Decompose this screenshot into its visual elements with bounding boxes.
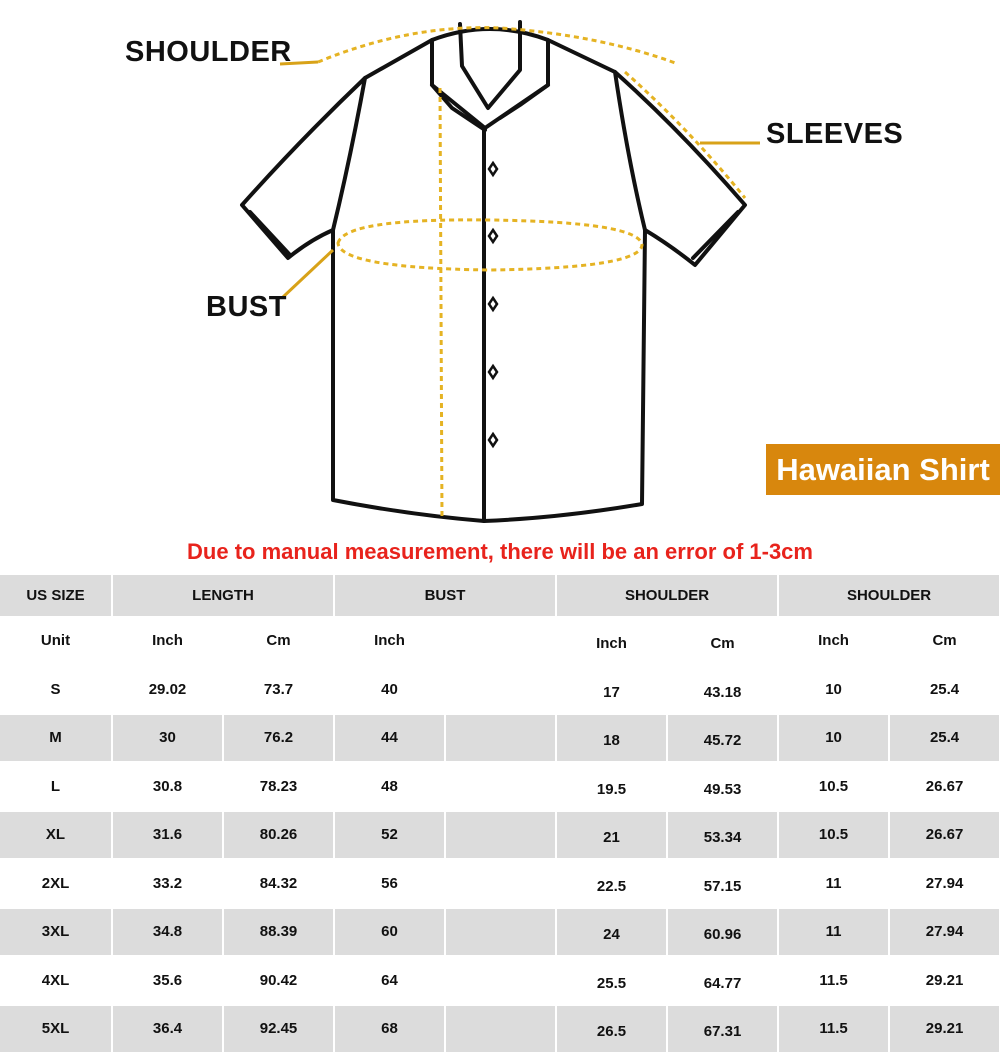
size-cell: 5XL (0, 1005, 112, 1054)
table-row (0, 956, 1000, 1005)
shoulder-measure-line (318, 28, 678, 64)
table-row (0, 665, 1000, 714)
value-cell: 78.23 (223, 762, 334, 811)
group-header: US SIZE (0, 575, 112, 617)
table-row (0, 908, 1000, 957)
value-cell: 34.8 (112, 908, 223, 957)
table-unit-row (0, 617, 1000, 666)
sleeve-measure-line (625, 72, 745, 198)
value-cell: 64.77 (667, 956, 778, 1005)
size-chart-table (0, 575, 1000, 1054)
value-cell: 21 (556, 811, 667, 860)
value-cell: 68 (334, 1005, 445, 1054)
value-cell: 29.21 (889, 1005, 1000, 1054)
value-cell: 36.4 (112, 1005, 223, 1054)
value-cell: 18 (556, 714, 667, 763)
value-cell: 30.8 (112, 762, 223, 811)
value-cell: 19.5 (556, 762, 667, 811)
group-header: SHOULDER (778, 575, 1000, 617)
value-cell: 10.5 (778, 762, 889, 811)
button-1 (489, 163, 497, 175)
group-header: SHOULDER (556, 575, 778, 617)
unit-cell: Cm (667, 617, 778, 666)
value-cell: 29.02 (112, 665, 223, 714)
value-cell: 11.5 (778, 1005, 889, 1054)
value-cell: 25.4 (889, 714, 1000, 763)
value-cell (445, 811, 556, 860)
length-measure-line (440, 88, 442, 520)
unit-cell: Unit (0, 617, 112, 666)
bust-label: BUST (206, 291, 287, 323)
button-4 (489, 366, 497, 378)
value-cell: 22.5 (556, 859, 667, 908)
value-cell: 92.45 (223, 1005, 334, 1054)
value-cell: 53.34 (667, 811, 778, 860)
value-cell: 80.26 (223, 811, 334, 860)
unit-cell: Inch (556, 617, 667, 666)
table-row (0, 859, 1000, 908)
value-cell (445, 714, 556, 763)
value-cell: 48 (334, 762, 445, 811)
size-cell: 2XL (0, 859, 112, 908)
value-cell (445, 665, 556, 714)
value-cell: 26.5 (556, 1005, 667, 1054)
value-cell (445, 859, 556, 908)
size-cell: 3XL (0, 908, 112, 957)
value-cell: 10.5 (778, 811, 889, 860)
unit-cell: Cm (889, 617, 1000, 666)
table-group-header (0, 575, 1000, 617)
unit-cell: Inch (112, 617, 223, 666)
value-cell: 26.67 (889, 762, 1000, 811)
table-row (0, 714, 1000, 763)
size-cell: L (0, 762, 112, 811)
size-cell: M (0, 714, 112, 763)
value-cell: 25.5 (556, 956, 667, 1005)
value-cell: 60.96 (667, 908, 778, 957)
value-cell: 57.15 (667, 859, 778, 908)
collar (432, 29, 548, 128)
bust-measure-line (338, 220, 642, 270)
value-cell (445, 1005, 556, 1054)
size-cell: S (0, 665, 112, 714)
value-cell: 25.4 (889, 665, 1000, 714)
value-cell: 17 (556, 665, 667, 714)
unit-cell: Inch (334, 617, 445, 666)
measurement-notice: Due to manual measurement, there will be an error of 1-3cm (187, 539, 813, 564)
button-2 (489, 230, 497, 242)
right-sleeve (615, 72, 745, 265)
value-cell: 26.67 (889, 811, 1000, 860)
value-cell: 40 (334, 665, 445, 714)
value-cell: 56 (334, 859, 445, 908)
value-cell: 35.6 (112, 956, 223, 1005)
value-cell: 24 (556, 908, 667, 957)
value-cell: 43.18 (667, 665, 778, 714)
sleeves-label: SLEEVES (766, 118, 904, 150)
product-badge: Hawaiian Shirt (766, 444, 1000, 495)
value-cell: 90.42 (223, 956, 334, 1005)
table-row (0, 762, 1000, 811)
value-cell: 11.5 (778, 956, 889, 1005)
value-cell: 60 (334, 908, 445, 957)
value-cell: 29.21 (889, 956, 1000, 1005)
value-cell: 27.94 (889, 908, 1000, 957)
value-cell: 11 (778, 908, 889, 957)
unit-cell: Inch (778, 617, 889, 666)
size-cell: XL (0, 811, 112, 860)
value-cell: 11 (778, 859, 889, 908)
value-cell: 88.39 (223, 908, 334, 957)
size-cell: 4XL (0, 956, 112, 1005)
table-row (0, 811, 1000, 860)
value-cell: 10 (778, 714, 889, 763)
value-cell: 76.2 (223, 714, 334, 763)
shoulder-label: SHOULDER (125, 36, 292, 68)
value-cell: 44 (334, 714, 445, 763)
unit-cell: Cm (223, 617, 334, 666)
value-cell: 52 (334, 811, 445, 860)
value-cell (445, 956, 556, 1005)
button-3 (489, 298, 497, 310)
value-cell: 33.2 (112, 859, 223, 908)
value-cell: 30 (112, 714, 223, 763)
value-cell (445, 762, 556, 811)
value-cell: 27.94 (889, 859, 1000, 908)
value-cell: 45.72 (667, 714, 778, 763)
value-cell (445, 908, 556, 957)
value-cell: 67.31 (667, 1005, 778, 1054)
group-header: BUST (334, 575, 556, 617)
table-row (0, 1005, 1000, 1054)
value-cell: 10 (778, 665, 889, 714)
button-5 (489, 434, 497, 446)
value-cell: 49.53 (667, 762, 778, 811)
value-cell: 84.32 (223, 859, 334, 908)
value-cell: 31.6 (112, 811, 223, 860)
unit-cell (445, 617, 556, 666)
shirt-outline (333, 40, 645, 521)
group-header: LENGTH (112, 575, 334, 617)
value-cell: 64 (334, 956, 445, 1005)
value-cell: 73.7 (223, 665, 334, 714)
